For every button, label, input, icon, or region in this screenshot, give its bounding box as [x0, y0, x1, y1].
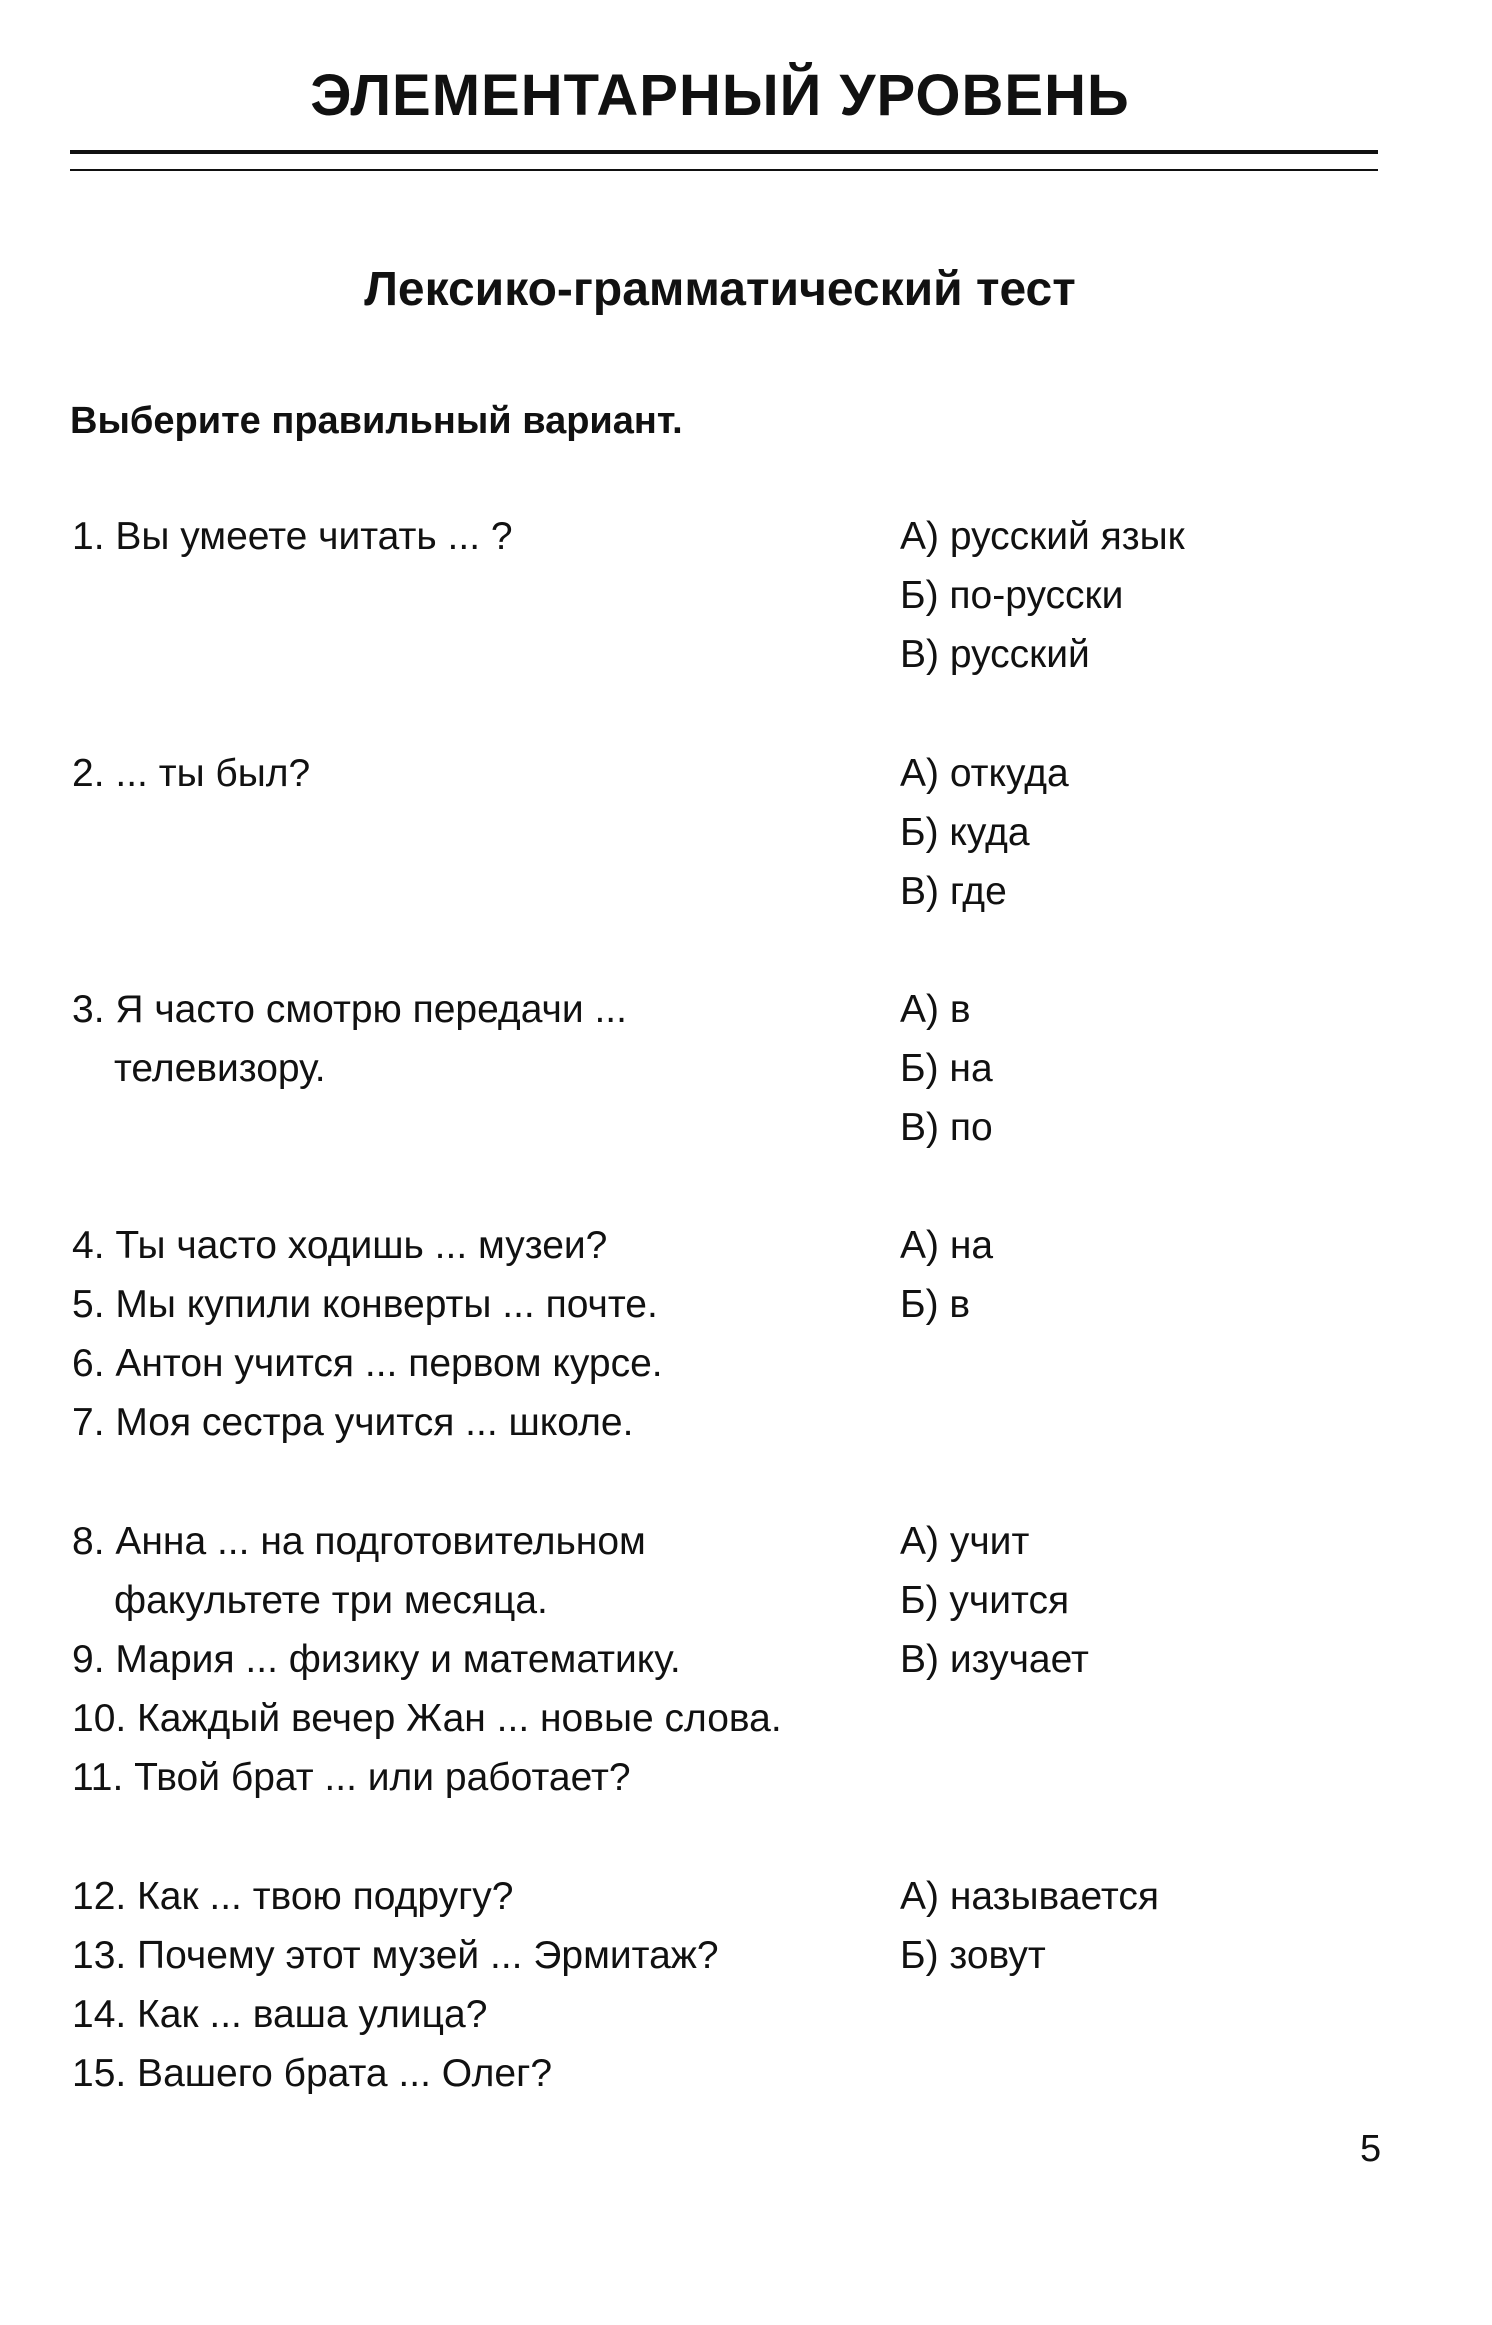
question-6: 6. Антон учится ... первом курсе. — [72, 1342, 663, 1385]
option-5b: Б) учится — [900, 1579, 1070, 1622]
question-3-continuation: телевизору. — [114, 1047, 326, 1090]
option-3c: В) по — [900, 1106, 993, 1149]
option-2c: В) где — [900, 870, 1007, 913]
instruction: Выберите правильный вариант. — [70, 400, 683, 442]
option-6b: Б) зовут — [900, 1934, 1046, 1977]
option-4a: А) на — [900, 1224, 994, 1267]
question-15: 15. Вашего брата ... Олег? — [72, 2052, 553, 2095]
test-title: Лексико-грамматический тест — [364, 263, 1076, 316]
option-5a: А) учит — [900, 1520, 1030, 1563]
question-8-continuation: факультете три месяца. — [114, 1579, 548, 1622]
question-12: 12. Как ... твою подругу? — [72, 1875, 514, 1918]
option-3a: А) в — [900, 988, 971, 1031]
option-6a: А) называется — [900, 1875, 1159, 1918]
page-number: 5 — [1360, 2128, 1382, 2170]
question-2: 2. ... ты был? — [72, 752, 311, 795]
question-4: 4. Ты часто ходишь ... музеи? — [72, 1224, 608, 1267]
question-10: 10. Каждый вечер Жан ... новые слова. — [72, 1697, 782, 1740]
option-1a: А) русский язык — [900, 515, 1185, 558]
header-rule-bottom — [70, 169, 1378, 171]
question-11: 11. Твой брат ... или работает? — [72, 1756, 631, 1799]
level-title: ЭЛЕМЕНТАРНЫЙ УРОВЕНЬ — [310, 63, 1130, 128]
question-1: 1. Вы умеете читать ... ? — [72, 515, 513, 558]
option-1b: Б) по-русски — [900, 574, 1124, 617]
question-3: 3. Я часто смотрю передачи ... — [72, 988, 627, 1031]
question-8: 8. Анна ... на подготовительном — [72, 1520, 646, 1563]
question-7: 7. Моя сестра учится ... школе. — [72, 1401, 634, 1444]
question-9: 9. Мария ... физику и математику. — [72, 1638, 681, 1681]
header-rule-top — [70, 150, 1378, 154]
option-1c: В) русский — [900, 633, 1090, 676]
option-4b: Б) в — [900, 1283, 971, 1326]
option-3b: Б) на — [900, 1047, 993, 1090]
question-5: 5. Мы купили конверты ... почте. — [72, 1283, 658, 1326]
option-2a: А) откуда — [900, 752, 1069, 795]
question-13: 13. Почему этот музей ... Эрмитаж? — [72, 1934, 719, 1977]
option-2b: Б) куда — [900, 811, 1030, 854]
question-14: 14. Как ... ваша улица? — [72, 1993, 488, 2036]
option-5c: В) изучает — [900, 1638, 1089, 1681]
